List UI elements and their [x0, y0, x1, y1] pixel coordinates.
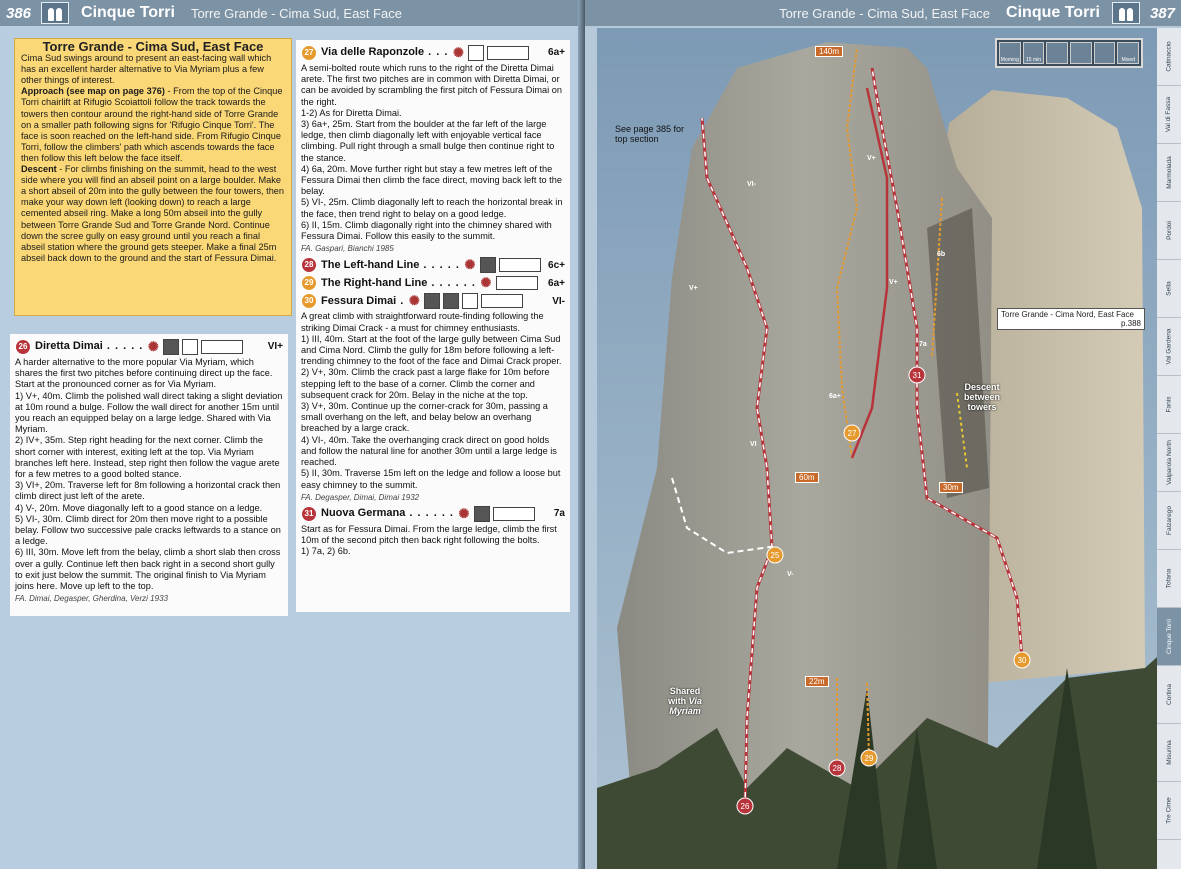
pitch: 2) IV+, 35m. Step right heading for the next corner. Climb the short corner with interest, exiting left at the top. Via Myriam branches left here. Instead, step right then follow the vague arete for a few metres to a good bolted stance.	[15, 435, 280, 480]
approach-body: - From the top of the Cinque Torri chairlift at Rifugio Scoiattoli follow the track towards the towers then contour around the right-hand side of Torre Grande on a smaller path following signs for 'Rifugio Cinque Torri'. The face is soon reached on the left-hand side. From Rifugio Cinque Torri, follow the climbers' path which ascends towards the face then follow this left below the face itself.	[21, 86, 283, 163]
slab-icon	[182, 339, 198, 355]
left-page	[0, 0, 585, 869]
route-grade: VI-	[552, 295, 565, 307]
route-header-30	[301, 293, 565, 309]
pitch: 5) VI-, 30m. Climb direct for 20m then move right to a possible belay. Follow two successive pale cracks leftwards to a stance on a ledge.	[15, 513, 281, 547]
neighbour-face-name: Torre Grande - Cima Nord, East Face	[1001, 310, 1134, 319]
tab-pordoi[interactable]: Pordoi	[1157, 202, 1181, 260]
route-name: The Right-hand Line	[321, 276, 428, 289]
area-title: Cinque Torri	[81, 4, 175, 21]
area-tabs	[1157, 28, 1181, 869]
intro-text: Cima Sud swings around to present an east-facing wall which has an excellent harder alternative to Via Myriam plus a few other things of interest.	[21, 53, 272, 86]
pitch: 1) V+, 40m. Climb the polished wall direct taking a slight deviation at 10m round a bulge. Follow the wall direct for another 15m until you reach an equipped belay on a large ledge. Shared with Via Myriam.	[15, 390, 283, 435]
first-ascent: FA. Gaspari, Bianchi 1985	[301, 244, 394, 254]
route-number-badge: 31	[301, 506, 317, 522]
crag-photo	[597, 28, 1167, 869]
badge-text: 28	[832, 764, 842, 773]
star-icon: ✺	[408, 293, 420, 309]
tab-misurina[interactable]: Misurina	[1157, 724, 1181, 782]
route-column-right	[296, 40, 570, 612]
see-page-label: See page 385 for top section	[615, 124, 685, 144]
route-header-27	[301, 45, 565, 61]
overhang-icon	[474, 506, 490, 522]
overhang-icon	[163, 339, 179, 355]
sun-icon: Morning	[999, 42, 1021, 64]
tab-marmolada[interactable]: Marmolada	[1157, 144, 1181, 202]
right-page-number: 387	[1149, 4, 1175, 22]
star-icon: ✺	[480, 275, 492, 291]
approach-text	[21, 86, 285, 164]
leader-dots: . . . . .	[423, 258, 460, 271]
tab-val-di-fassa[interactable]: Val di Fassa	[1157, 86, 1181, 144]
pitch: 5) VI-, 25m. Climb diagonally left to reach the horizontal break in the face, then trend right to belay on a good ledge.	[301, 197, 563, 219]
route-badge-30	[1014, 652, 1030, 668]
route-name: Via delle Raponzole	[321, 46, 425, 59]
pitch: 1) 7a, 2) 6b.	[301, 546, 351, 557]
left-header	[0, 0, 585, 26]
grade-mark: VI	[750, 441, 757, 448]
tab-tofana[interactable]: Tofana	[1157, 550, 1181, 608]
route-grade: 6a+	[548, 277, 565, 289]
crag-title: Torre Grande - Cima Sud, East Face	[779, 5, 991, 21]
crag-title: Torre Grande - Cima Sud, East Face	[190, 5, 402, 21]
star-icon: ✺	[452, 45, 464, 60]
descent-text	[21, 164, 285, 264]
route-badge-25	[767, 547, 783, 563]
descent-body: - For climbs finishing on the summit, head to the west side where you will find an abseil point on a large boulder. Make a short abseil of 20m into the gully between the four towers, then make your way down left (looking down) to reach a large cemented abseil ring. Make a long 50m abseil into the gully between Torre Grande Sud and Torre Grande Nord. Continue down the scree gully on easy ground until you reach a final abseil station where the ground gets steeper. Make a final 25m abseil back down to the ground and the start of Fessura Dimai.	[21, 164, 285, 263]
overhang-icon	[480, 257, 496, 273]
star-icon: ✺	[464, 257, 476, 273]
route-grade: 7a	[553, 508, 565, 520]
walk-icon: 15 min	[1023, 42, 1045, 64]
bolt-icon	[1094, 42, 1116, 64]
tick-box	[201, 340, 243, 354]
tab-tre-cime[interactable]: Tre Cime	[1157, 782, 1181, 840]
shared-label-3: Via Myriam	[669, 696, 702, 716]
pitch: 3) 6a+, 25m. Start from the boulder at the far left of the large ledge, then climb diagonally left with enjoyable vertical face climbing. Pull right through a small bulge then continue right to the stance.	[301, 119, 555, 163]
slab-icon	[462, 293, 478, 309]
route-grade: 6a+	[548, 47, 565, 59]
neighbour-face-page: p.388	[1120, 319, 1141, 328]
first-ascent: FA. Degasper, Dimai, Dimai 1932	[301, 492, 420, 502]
tick-box	[487, 46, 529, 60]
tick-box	[496, 276, 538, 290]
route-number-badge: 29	[301, 275, 317, 291]
leader-dots: . . . . . .	[409, 507, 454, 520]
tab-falzarego[interactable]: Falzarego	[1157, 492, 1181, 550]
route-column-left	[10, 334, 288, 616]
mixed-icon: Mixed	[1117, 42, 1139, 64]
route-name: Diretta Dimai	[35, 340, 103, 353]
length-tag: 140m	[815, 46, 843, 57]
route-name: The Left-hand Line	[321, 258, 420, 271]
pitch: 4) V-, 20m. Move diagonally left to a good stance on a ledge.	[15, 502, 263, 513]
route-description: Start as for Fessura Dimai. From the large ledge, climb the first 10m of the second pitch then back right following the bolts.	[301, 523, 557, 546]
left-page-number: 386	[6, 4, 32, 22]
approach-label: Approach (see map on page 376)	[21, 86, 165, 97]
route-number-badge: 27	[301, 45, 317, 61]
route-description: A semi-bolted route which runs to the right of the Diretta Dimai arete. The first two pitches are in common with Diretta Dimai, or can be avoided by scrambling the first pitch of Fessura Dimai on the right.	[301, 63, 562, 107]
star-icon: ✺	[458, 505, 470, 521]
route-description: A great climb with straightforward route-finding following the striking Dimai Crack - a must for chimney enthusiasts.	[301, 311, 544, 333]
badge-text: 30	[1017, 656, 1027, 665]
route-name: Fessura Dimai	[321, 294, 397, 307]
grade-mark: V-	[787, 571, 794, 578]
leader-dots: . . .	[428, 46, 449, 59]
descent-label: Descent between towers	[963, 382, 1000, 412]
slab-icon	[468, 45, 484, 61]
leader-dots: . . . . . .	[431, 276, 476, 289]
first-ascent: FA. Dimai, Degasper, Gherdina, Verzi 1933	[15, 594, 168, 604]
descent-label: Descent	[21, 164, 57, 175]
route-description: A harder alternative to the more popular Via Myriam, which shares the first two pitches before continuing direct up the face. Start at the pronounced corner as for Via Myriam.	[15, 357, 273, 390]
grade-mark: 7a	[919, 341, 927, 348]
badge-text: 25	[770, 551, 780, 560]
route-badge-27	[844, 425, 860, 441]
pitch: 6) III, 30m. Move left from the belay, climb a short slab then cross over a gully. Continue left then back right in a second short gully to exit just below the summit. The original finish to Via Myriam joins here. Move up left to the top.	[15, 547, 281, 592]
crag-topo-svg	[597, 28, 1167, 869]
route-number-badge: 30	[301, 293, 317, 309]
grade-mark: 6b	[937, 251, 946, 258]
route-badge-31	[909, 367, 925, 383]
badge-text: 29	[864, 754, 874, 763]
route-grade: 6c+	[548, 259, 565, 271]
pitch: 2) V+, 30m. Climb the crack past a large flake for 10m before stepping left to the base of a corner. Climb the corner and subsequent crack for 20m. Belay in the niche at the top.	[301, 367, 550, 400]
pitch: 6) II, 15m. Climb diagonally right into the chimney shared with Fessura Dimai. Follow this easily to the summit.	[301, 219, 552, 242]
tick-box	[499, 258, 541, 272]
grade-mark: V+	[689, 285, 698, 292]
pitch: 5) II, 30m. Traverse 15m left on the ledge and follow a loose but easy chimney to the summit.	[301, 468, 561, 490]
route-grade: VI+	[267, 341, 283, 353]
shared-label-2: with	[668, 696, 687, 706]
pitch: 4) VI-, 40m. Take the overhanging crack direct on good holds and follow the natural line for another 30m until a large ledge is reached.	[301, 434, 557, 468]
right-page	[585, 0, 1181, 869]
route-badge-26	[737, 798, 753, 814]
intro-box	[14, 38, 292, 316]
badge-text: 31	[912, 371, 922, 380]
length-tag: 60m	[795, 472, 819, 483]
leader-dots: .	[400, 294, 405, 307]
pitch: 3) V+, 30m. Continue up the corner-crack for 30m, passing a small overhang on the left, and belay below an overhang breached by a large crack.	[301, 401, 548, 434]
route-header-28	[301, 257, 565, 273]
route-name: Nuova Germana	[321, 507, 406, 520]
route-badge-29	[861, 750, 877, 766]
tab-cinque-torri[interactable]: Cinque Torri	[1157, 608, 1181, 666]
grade-mark: V+	[867, 155, 876, 162]
route-number-badge: 26	[15, 339, 31, 355]
leader-dots: . . . . .	[106, 340, 144, 353]
people-icon	[41, 2, 69, 24]
tab-catinaccio[interactable]: Catinaccio	[1157, 28, 1181, 86]
tab-fanis[interactable]: Fanis	[1157, 376, 1181, 434]
star-icon: ✺	[147, 339, 159, 354]
route-header-26	[15, 339, 283, 355]
route-number-badge: 28	[301, 257, 317, 273]
grade-mark: VI-	[747, 181, 756, 188]
overhang-icon	[443, 293, 459, 309]
area-title: Cinque Torri	[1006, 4, 1100, 21]
route-header-29	[301, 275, 565, 291]
crag-symbols-legend	[995, 38, 1143, 68]
neighbour-face-label	[997, 308, 1145, 330]
pitch: 4) 6a, 20m. Move further right but stay a few metres left of the Fessura Dimai then climb the face direct, moving back left to the belay.	[301, 163, 562, 197]
tab-valparola-north[interactable]: Valparola North	[1157, 434, 1181, 492]
tab-cortina[interactable]: Cortina	[1157, 666, 1181, 724]
grade-mark: V+	[889, 279, 898, 286]
intro-title: Torre Grande - Cima Sud, East Face	[42, 39, 264, 54]
tab-sella[interactable]: Sella	[1157, 260, 1181, 318]
pitch: 1-2) As for Diretta Dimai.	[301, 107, 402, 118]
tick-box	[481, 294, 523, 308]
grade-mark: 6a+	[829, 393, 841, 400]
badge-text: 27	[847, 429, 857, 438]
people-icon	[1112, 2, 1140, 24]
pitch: 1) III, 40m. Start at the foot of the large gully between Cima Sud and Cima Nord. Climb the gully for 18m before following a left-trending chimney to the foot of the face and Dimai Crack proper.	[301, 333, 562, 367]
length-tag: 22m	[805, 676, 829, 687]
route-badge-28	[829, 760, 845, 776]
length-tag: 30m	[939, 482, 963, 493]
pitch: 3) VI+, 20m. Traverse left for 8m following a horizontal crack then climb direct just left of the arete.	[15, 480, 281, 502]
right-header	[585, 0, 1181, 26]
chimney-icon	[424, 293, 440, 309]
rock-icon	[1070, 42, 1092, 64]
shared-label	[657, 686, 713, 716]
shared-label-1: Shared	[669, 686, 701, 696]
climber-icon	[1046, 42, 1068, 64]
tab-val-gardena[interactable]: Val Gardena	[1157, 318, 1181, 376]
route-header-31	[301, 506, 565, 522]
tick-box	[493, 507, 535, 521]
badge-text: 26	[740, 802, 750, 811]
